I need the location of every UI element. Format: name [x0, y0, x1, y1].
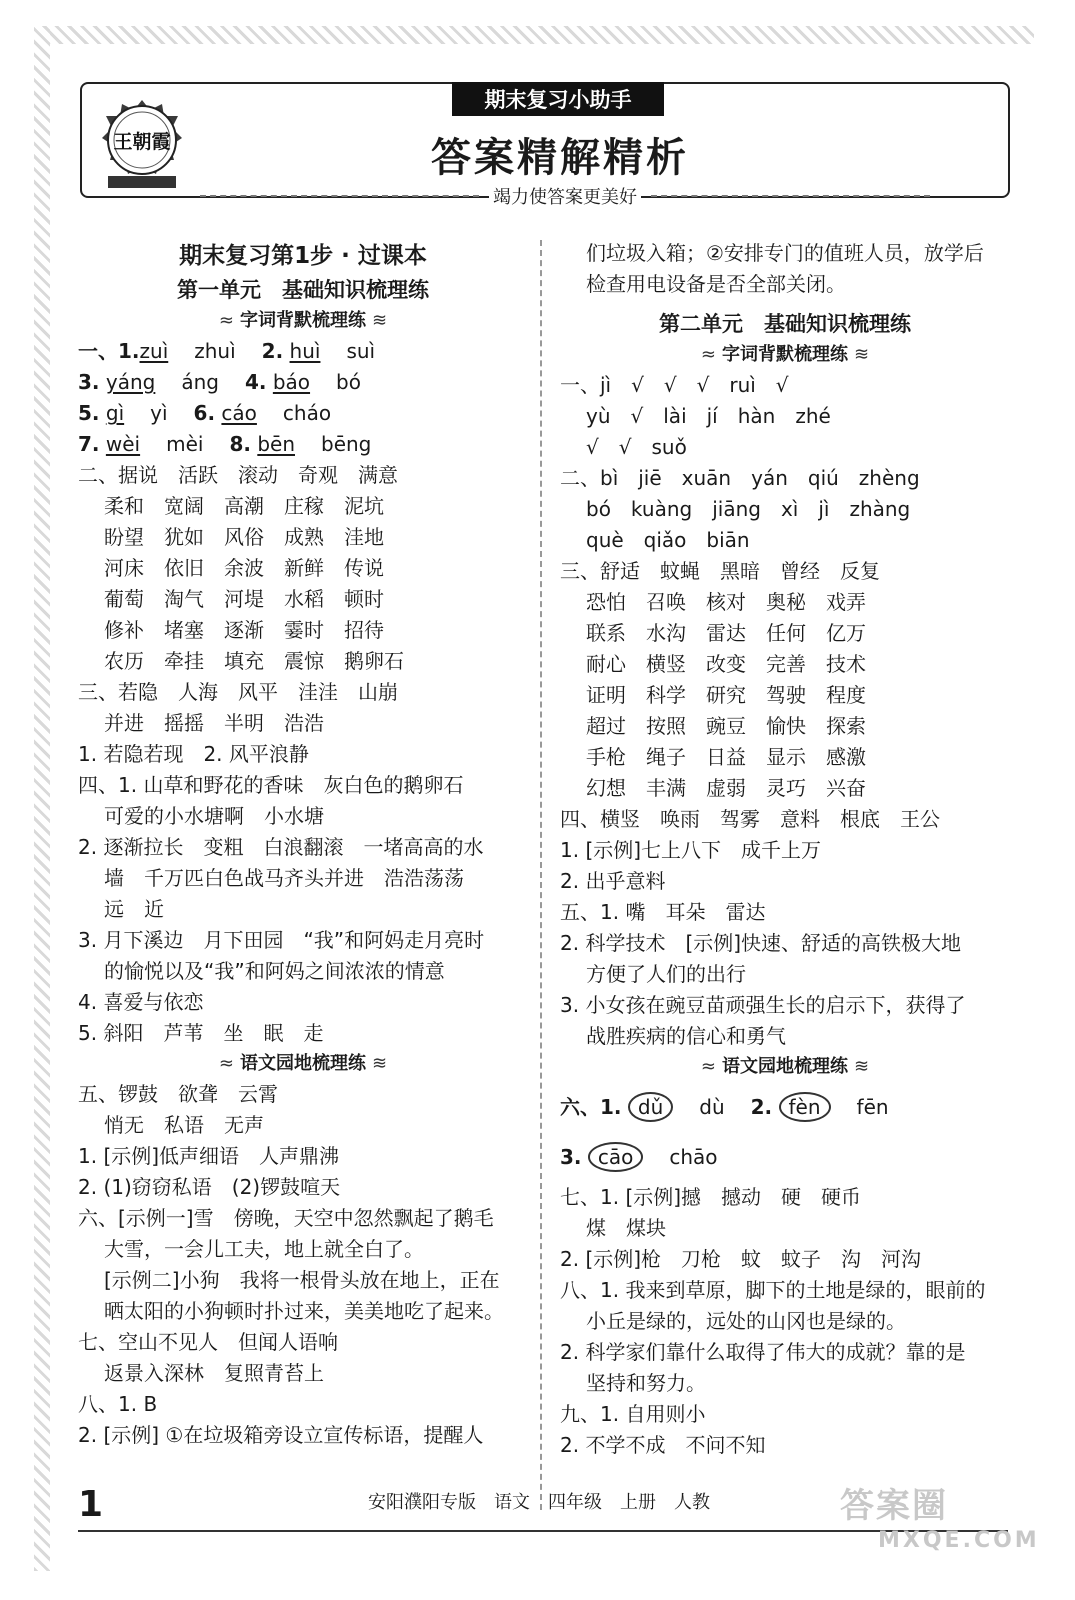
step-title: 期末复习第1步 · 过课本 [179, 243, 427, 269]
watermark: 答案圈 [840, 1486, 948, 1526]
unit-title: 第二单元 基础知识梳理练 [659, 312, 911, 336]
left-column [78, 238, 528, 1451]
answer-line: què qiǎo biān [586, 528, 750, 552]
answer-line: 战胜疾病的信心和勇气 [586, 1024, 786, 1048]
answer-line: 四、1. 山草和野花的香味 灰白色的鹅卵石 [78, 773, 464, 797]
answer-line: 晒太阳的小狗顿时扑过来，美美地吃了起来。 [104, 1299, 504, 1323]
answer-line: 修补 堵塞 逐渐 霎时 招待 [104, 618, 384, 642]
answer-line: 盼望 犹如 风俗 成熟 洼地 [104, 525, 384, 549]
answer-line: 2. [示例] ①在垃圾箱旁设立宣传标语，提醒人 [78, 1423, 484, 1447]
edition-info: 安阳濮阳专版 语文 四年级 上册 人教 [368, 1492, 710, 1513]
answer-line: 幻想 丰满 虚弱 灵巧 兴奋 [586, 776, 866, 800]
answer-line: 3. 月下溪边 月下田园 “我”和阿妈走月亮时 [78, 928, 485, 952]
answer-line: 悄无 私语 无声 [104, 1113, 264, 1137]
answer-line: 小丘是绿的，远处的山冈也是绿的。 [586, 1309, 906, 1333]
answer-line: 联系 水沟 雷达 任何 亿万 [586, 621, 866, 645]
page-number: 1 [78, 1484, 104, 1525]
answer-line: 二、据说 活跃 滚动 奇观 满意 [78, 463, 398, 487]
watermark-url: MXQE.COM [878, 1528, 1040, 1553]
answer-line: 返景入深林 复照青苔上 [104, 1361, 324, 1385]
answer-line: 五、1. 嘴 耳朵 雷达 [560, 900, 766, 924]
decorative-border-top [34, 26, 1034, 44]
answer-line: 2. [示例]枪 刀枪 蚊 蚊子 沟 河沟 [560, 1247, 922, 1271]
answer-line: 柔和 宽阔 高潮 庄稼 泥坑 [104, 494, 384, 518]
answer-line: 可爱的小水塘啊 小水塘 [104, 804, 324, 828]
answer-line: [示例二]小狗 我将一根骨头放在地上，正在 [104, 1268, 500, 1292]
answer-line: 1. [示例]低声细语 人声鼎沸 [78, 1144, 340, 1168]
slogan: 竭力使答案更美好 [489, 183, 641, 209]
decorative-border-left [34, 26, 50, 1571]
answer-line: 三、舒适 蚊蝇 黑暗 曾经 反复 [560, 559, 880, 583]
answer-line: 七、1. [示例]撼 撼动 硬 硬币 [560, 1185, 862, 1209]
answer-line: 1. [示例]七上八下 成千上万 [560, 838, 822, 862]
answer-line: 2. 不学不成 不问不知 [560, 1433, 766, 1457]
circled-answer: fèn [779, 1092, 831, 1122]
circled-answer: cāo [588, 1142, 644, 1172]
answer-line: 1. 若隐若现 2. 风平浪静 [78, 742, 309, 766]
answer-line: 墙 千万匹白色战马齐头并进 浩浩荡荡 [104, 866, 464, 890]
answer-line: 六、1. dǔ dù 2. fèn fēn [560, 1082, 1010, 1132]
answer-line: 7. wèi mèi 8. bēn bēng [78, 432, 372, 456]
answer-line: yù √ lài jí hàn zhé [586, 404, 831, 428]
section-title: ≈ 字词背默梳理练 ≋ [700, 344, 870, 365]
slogan-line-right [651, 195, 930, 197]
answer-line: 大雪，一会儿工夫，地上就全白了。 [104, 1237, 424, 1261]
answer-line: 煤 煤块 [586, 1216, 666, 1240]
answer-line: 检查用电设备是否全部关闭。 [586, 272, 846, 296]
answer-line: √ √ suǒ [586, 435, 687, 459]
svg-text:王朝霞: 王朝霞 [113, 131, 171, 153]
column-divider [540, 240, 542, 1510]
answer-line: 们垃圾入箱；②安排专门的值班人员，放学后 [586, 241, 984, 265]
answer-line: 五、锣鼓 欲聋 云霄 [78, 1082, 278, 1106]
answer-line: 2. 科学家们靠什么取得了伟大的成就？靠的是 [560, 1340, 966, 1364]
answer-line: 八、1. 我来到草原，脚下的土地是绿的，眼前的 [560, 1278, 986, 1302]
answer-line: 农历 牵挂 填充 震惊 鹅卵石 [104, 649, 404, 673]
circled-answer: dǔ [628, 1092, 673, 1122]
answer-line: 2. (1)窃窃私语 (2)锣鼓喧天 [78, 1175, 341, 1199]
answer-line: 远 近 [104, 897, 164, 921]
answer-line: 2. 科学技术 [示例]快速、舒适的高铁极大地 [560, 931, 962, 955]
slogan-line-left [200, 195, 479, 197]
slogan-row [200, 184, 930, 208]
answer-line: 2. 逐渐拉长 变粗 白浪翻滚 一堵高高的水 [78, 835, 484, 859]
answer-line: 七、空山不见人 但闻人语响 [78, 1330, 338, 1354]
answer-line: 二、bì jiē xuān yán qiú zhèng [560, 466, 920, 490]
answer-line: 超过 按照 豌豆 愉快 探索 [586, 714, 866, 738]
answer-line: 手枪 绳子 日益 显示 感激 [586, 745, 866, 769]
answer-line: 5. 斜阳 芦苇 坐 眠 走 [78, 1021, 324, 1045]
section-title: ≈ 语文园地梳理练 ≋ [700, 1056, 870, 1077]
answer-line: 三、若隐 人海 风平 洼洼 山崩 [78, 680, 398, 704]
answer-line: 并进 摇摇 半明 浩浩 [104, 711, 324, 735]
answer-line: 九、1. 自用则小 [560, 1402, 706, 1426]
answer-line: 六、[示例一]雪 傍晚，天空中忽然飘起了鹅毛 [78, 1206, 494, 1230]
section-title: ≈ 字词背默梳理练 ≋ [218, 310, 388, 331]
section-title: ≈ 语文园地梳理练 ≋ [218, 1053, 388, 1074]
answer-line: 3. 小女孩在豌豆苗顽强生长的启示下，获得了 [560, 993, 966, 1017]
footer-rule [78, 1530, 1008, 1532]
answer-line: 2. 出乎意料 [560, 869, 666, 893]
ribbon-label: 期末复习小助手 [452, 82, 664, 116]
answer-line: 3. yáng áng 4. báo bó [78, 370, 361, 394]
answer-line: 方便了人们的出行 [586, 962, 746, 986]
page-title: 答案精解精析 [431, 135, 689, 181]
answer-line: 一、1.zuì zhuì 2. huì suì [78, 339, 376, 363]
answer-line: 恐怕 召唤 核对 奥秘 戏弄 [586, 590, 866, 614]
answer-line: 四、横竖 唤雨 驾雾 意料 根底 王公 [560, 807, 940, 831]
unit-title: 第一单元 基础知识梳理练 [177, 278, 429, 302]
answer-line: 一、jì √ √ √ ruì √ [560, 373, 789, 397]
answer-line: 葡萄 淘气 河堤 水稻 顿时 [104, 587, 384, 611]
answer-line: 5. gì yì 6. cáo cháo [78, 401, 332, 425]
answer-line: 证明 科学 研究 驾驶 程度 [586, 683, 866, 707]
answer-line: 的愉悦以及“我”和阿妈之间浓浓的情意 [104, 959, 445, 983]
answer-line: 河床 依旧 余波 新鲜 传说 [104, 556, 384, 580]
answer-line: 4. 喜爱与依恋 [78, 990, 204, 1014]
answer-line: 耐心 横竖 改变 完善 技术 [586, 652, 866, 676]
right-column [560, 238, 1010, 1461]
answer-line: 3. cāo chāo [560, 1132, 1010, 1182]
publisher-logo [98, 94, 186, 194]
answer-line: 八、1. B [78, 1392, 158, 1416]
answer-line: bó kuàng jiāng xì jì zhàng [586, 497, 911, 521]
answer-line: 坚持和努力。 [586, 1371, 706, 1395]
